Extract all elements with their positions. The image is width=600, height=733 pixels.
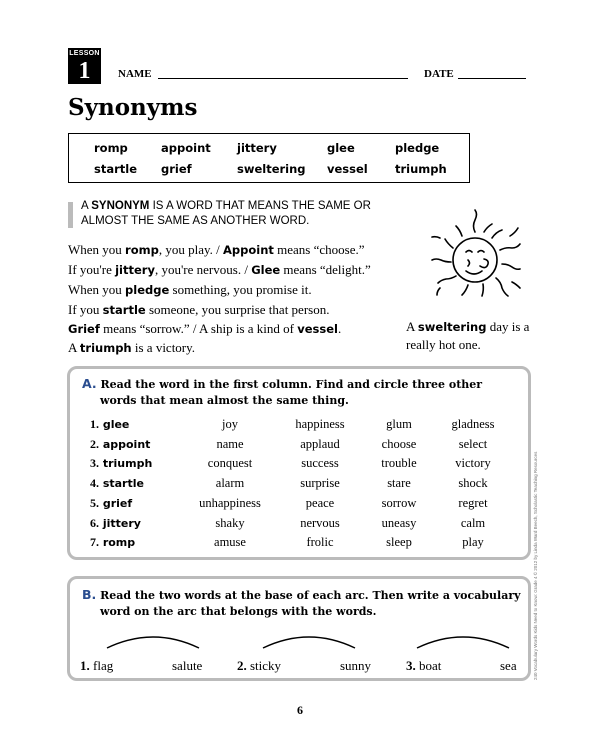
lesson-label: LESSON	[69, 50, 100, 57]
row-word: 1. glee	[90, 417, 130, 431]
arcs	[95, 628, 525, 652]
definition-bar	[68, 202, 73, 228]
row-word: 3. triumph	[90, 456, 153, 471]
choice-word[interactable]: victory	[455, 456, 491, 471]
name-line[interactable]	[158, 78, 408, 79]
arc-3-left: 3. boat	[406, 658, 442, 673]
arc-3[interactable]	[417, 637, 509, 648]
definition-prefix: A	[81, 200, 92, 212]
word-bank-item: sweltering	[237, 162, 306, 176]
section-a-line1: Read the word in the first column. Find and circle three other	[100, 378, 483, 391]
sentence: When you romp, you play. / Appoint means “choose.”	[68, 242, 365, 257]
row-word: 2. appoint	[90, 436, 151, 451]
choice-word[interactable]: frolic	[306, 535, 334, 550]
choice-word[interactable]: applaud	[300, 436, 340, 451]
arc-1[interactable]	[107, 637, 199, 648]
choice-word[interactable]: select	[458, 436, 488, 451]
arc-1-left: 1. flag	[80, 658, 114, 673]
choice-word[interactable]: sorrow	[381, 495, 417, 510]
sun-icon	[420, 208, 530, 313]
section-a-instructions	[82, 376, 522, 409]
section-b-line2: word on the arc that belongs with the words.	[100, 605, 377, 618]
page-number: 6	[297, 703, 303, 717]
choice-word[interactable]: shaky	[215, 515, 245, 530]
section-b-letter: B.	[82, 587, 97, 602]
sun-caption: A sweltering day is a really hot one.	[406, 319, 530, 352]
sentence: When you pledge something, you promise it.	[68, 282, 312, 297]
choice-word[interactable]: nervous	[300, 515, 340, 530]
arc-2-right: sunny	[340, 658, 372, 673]
row-word: 7. romp	[90, 535, 136, 550]
page-title: Synonyms	[68, 94, 198, 121]
word-bank-item: jittery	[237, 141, 277, 155]
arc-2[interactable]	[263, 637, 355, 648]
word-bank-item: romp	[94, 141, 128, 155]
date-label: DATE	[424, 68, 454, 80]
sentence: If you're jittery, you're nervous. / Glee means “delight.”	[68, 262, 371, 277]
choice-word[interactable]: peace	[305, 495, 335, 510]
name-label: NAME	[118, 68, 152, 80]
row-word: 4. startle	[90, 476, 144, 491]
word-bank-item: startle	[94, 162, 138, 176]
choice-word[interactable]: gladness	[451, 417, 495, 431]
sentence: Grief means “sorrow.” / A ship is a kind of vessel.	[68, 321, 342, 336]
choice-word[interactable]: name	[216, 436, 244, 451]
lesson-badge	[68, 48, 101, 84]
word-bank-item: pledge	[395, 141, 440, 155]
choice-word[interactable]: alarm	[215, 476, 245, 491]
choice-word[interactable]: choose	[381, 436, 417, 451]
definition	[81, 199, 411, 229]
arc-2-left: 2. sticky	[237, 658, 282, 673]
date-line[interactable]	[458, 78, 526, 79]
choice-word[interactable]: stare	[387, 476, 411, 491]
choice-word[interactable]: play	[462, 535, 484, 550]
choice-word[interactable]: uneasy	[381, 515, 417, 530]
section-b-line1: Read the two words at the base of each arc. Then write a vocabulary	[100, 589, 521, 602]
definition-term: SYNONYM	[91, 200, 150, 212]
word-bank-item: appoint	[161, 141, 211, 155]
word-bank-item: grief	[161, 162, 192, 176]
section-b-instructions	[82, 587, 522, 620]
choice-word[interactable]: glum	[386, 417, 412, 431]
choice-word[interactable]: shock	[458, 476, 488, 491]
row-word: 5. grief	[90, 495, 133, 510]
arc-1-right: salute	[172, 658, 203, 673]
lesson-number: 1	[78, 58, 91, 84]
choice-word[interactable]: sleep	[386, 535, 412, 550]
choice-word[interactable]: trouble	[381, 456, 417, 471]
sentence: If you startle someone, you surprise that person.	[68, 302, 330, 317]
word-bank-item: triumph	[395, 162, 447, 176]
choice-word[interactable]: happiness	[295, 417, 345, 431]
word-bank	[68, 133, 470, 183]
arc-3-right: sea	[500, 658, 517, 673]
row-word: 6. jittery	[90, 515, 141, 530]
choice-word[interactable]: joy	[222, 417, 238, 431]
word-bank-item: vessel	[327, 162, 368, 176]
definition-rest: IS A WORD THAT MEANS THE SAME OR	[149, 200, 371, 212]
choice-word[interactable]: calm	[460, 515, 486, 530]
definition-line2: ALMOST THE SAME AS ANOTHER WORD.	[81, 215, 310, 227]
choice-word[interactable]: conquest	[207, 456, 253, 471]
sentence: A triumph is a victory.	[68, 340, 196, 355]
choice-word[interactable]: success	[301, 456, 339, 471]
copyright-side-text: 240 Vocabulary Words Kids Need to Know: Grade 4 © 2012 by Linda Ward Beech, Scholastic Teaching Resources	[533, 451, 538, 680]
choice-word[interactable]: surprise	[300, 476, 340, 491]
choice-word[interactable]: unhappiness	[199, 495, 261, 510]
choice-word[interactable]: amuse	[214, 535, 246, 550]
section-a-line2: words that mean almost the same thing.	[100, 394, 349, 407]
choice-word[interactable]: regret	[458, 495, 488, 510]
word-bank-item: glee	[327, 141, 355, 155]
section-a-letter: A.	[82, 376, 97, 391]
